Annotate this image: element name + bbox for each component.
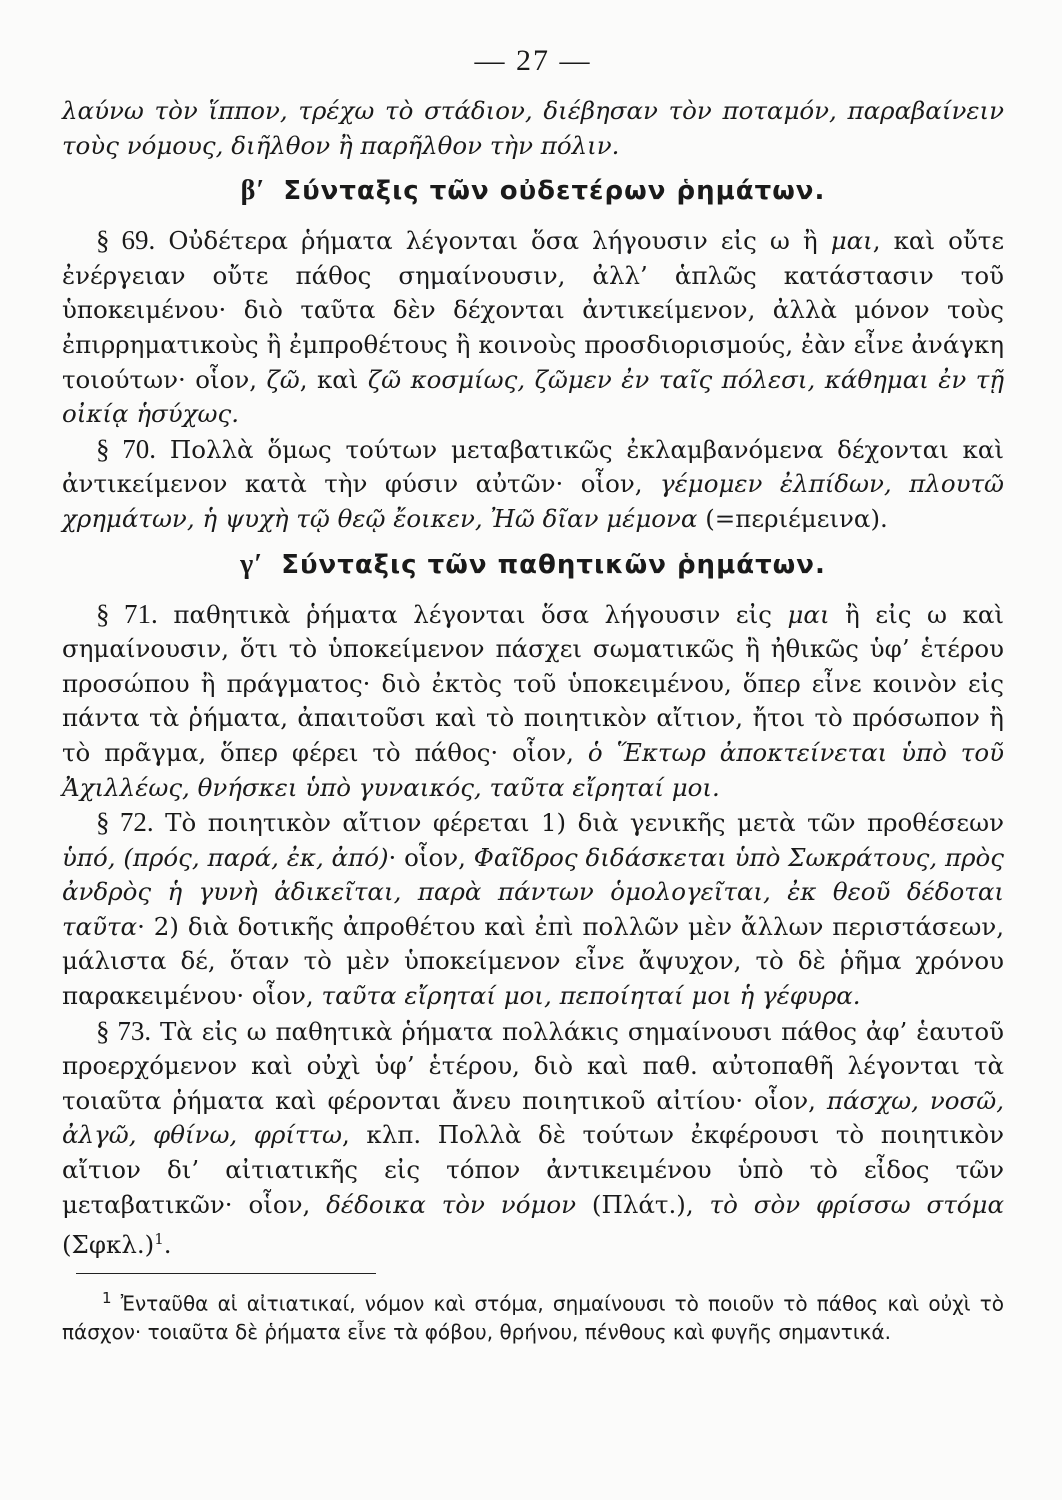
paragraph-number: § 72. — [96, 807, 154, 838]
footnote-divider — [76, 1273, 376, 1274]
paragraph-72: § 72. Τὸ ποιητικὸν αἴτιον φέρεται 1) διὰ γενικῆς μετὰ τῶν προθέσεων ὑπό, (πρός, παρά, ἐκ, ἀπό)· οἷον, Φαῖδρος διδάσκεται ὑπὸ Σωκράτους, πρὸς ἀνδρὸς ἡ γυνὴ ἀδικεῖται, παρὰ πάντων ὁμολογεῖται, ἐκ θεοῦ δέδοται ταῦτα· 2) διὰ δοτικῆς ἀπροθέτου καὶ ἐπὶ πολλῶν μὲν ἄλλων περιστάσεων, μάλιστα δέ, ὅταν τὸ μὲν ὑποκείμενον εἶνε ἄψυχον, τὸ δὲ ῥῆμα χρόνου παρακειμένου· οἷον, ταῦτα εἴρηταί μοι, πεποίηταί μοι ἡ γέφυρα. — [62, 807, 1005, 1011]
section-heading-passive-verbs — [62, 549, 1004, 581]
paragraph-73: § 73. Τὰ εἰς ω παθητικὰ ῥήματα πολλάκις σημαίνουσι πάθος ἀφ’ ἑαυτοῦ προερχόμενον καὶ οὐχὶ ὑφ’ ἑτέρου, διὸ καὶ παθ. αὐτοπαθῆ λέγονται τὰ τοιαῦτα ῥήματα καὶ φέρονται ἄνευ ποιητικοῦ αἰτίου· οἷον, πάσχω, νοσῶ, ἀλγῶ, φθίνω, φρίττω, κλπ. Πολλὰ δὲ τούτων ἐκφέρουσι τὸ ποιητικὸν αἴτιον δι’ αἰτιατικῆς εἰς τόπον ἀντικειμένου ὑπὸ τὸ εἶδος τῶν μεταβατικῶν· οἷον, δέδοικα τὸν νόμον (Πλάτ.), τὸ σὸν φρίσσω στόμα $(\Sigma\varphi\kappa\lambda.)^1$. — [62, 1015, 1005, 1260]
continuation-text: λαύνω τὸν ἵππον, τρέχω τὸ στάδιον, διέβησαν τὸν ποταμόν, παραβαίνειν τοὺς νόμους, διῆλθον ἢ παρῆλθον τὴν πόλιν. — [62, 96, 1004, 160]
paragraph-number: § 71. — [96, 598, 158, 629]
section-number: β′ — [240, 175, 266, 207]
paragraph-number: § 70. — [96, 433, 157, 464]
footnote-mark: 1 — [102, 1288, 112, 1307]
footnotes — [62, 1284, 1004, 1346]
section-title: Σύνταξις τῶν παθητικῶν ῥημάτων. — [281, 549, 826, 580]
section-title: Σύνταξις τῶν οὐδετέρων ῥημάτων. — [283, 176, 826, 207]
paragraph-70: § 70. Πολλὰ ὅμως τούτων μεταβατικῶς ἐκλαμβανόμενα δέχονται καὶ ἀντικείμενον κατὰ τὴν φύσιν αὐτῶν· οἷον, γέμομεν ἐλπίδων, πλουτῶ χρημάτων, ἡ ψυχὴ τῷ θεῷ ἔοικεν, Ἠῶ δῖαν μέμονα (=περιέμεινα). — [62, 433, 1004, 533]
paragraph-71: § 71. παθητικὰ ῥήματα λέγονται ὅσα λήγουσιν εἰς μαι ἢ εἰς ω καὶ σημαίνουσιν, ὅτι τὸ ὑποκείμενον πάσχει σωματικῶς ἢ ἠθικῶς ὑφ’ ἑτέρου προσώπου ἢ πράγματος· διὸ ἐκτὸς τοῦ ὑποκειμένου, ὅπερ εἶνε κοινὸν εἰς πάντα τὰ ῥήματα, ἀπαιτοῦσι καὶ τὸ ποιητικὸν αἴτιον, ἤτοι τὸ πρόσωπον ἢ τὸ πρᾶγμα, ὅπερ φέρει τὸ πάθος· οἷον, ὁ Ἕκτωρ ἀποκτείνεται ὑπὸ τοῦ Ἀχιλλέως, θνήσκει ὑπὸ γυναικός, ταῦτα εἴρηταί μοι. — [62, 598, 1005, 802]
section-number: γ′ — [240, 548, 264, 580]
footnote-reference: 1 — [154, 1230, 164, 1249]
paragraph-number: § 73. — [96, 1015, 152, 1046]
footnote-1: $^1$ Ἐνταῦθα αἱ αἰτιατικαί, νόμον καὶ στόμα, σημαίνουσι τὸ ποιοῦν τὸ πάθος καὶ οὐχὶ τὸ πάσχον· τοιαῦτα δὲ ῥήματα εἶνε τὰ φόβου, θρήνου, πένθους καὶ φυγῆς σημαντικά. — [62, 1288, 1004, 1344]
page-number: — 27 — — [474, 44, 592, 77]
paragraph-number: § 69. — [96, 225, 156, 256]
paragraph-69: § 69. Οὐδέτερα ῥήματα λέγονται ὅσα λήγουσιν εἰς ω ἢ μαι, καὶ οὔτε ἐνέργειαν οὔτε πάθος σημαίνουσιν, ἀλλ’ ἁπλῶς κατάστασιν τοῦ ὑποκειμένου· διὸ ταῦτα δὲν δέχονται ἀντικείμενον, ἀλλὰ μόνον τοὺς ἐπιρρηματικοὺς ἢ ἐμπροθέτους ἢ κοινοὺς προσδιορισμούς, ἐὰν εἶνε ἀνάγκη τοιούτων· οἷον, ζῶ, καὶ ζῶ κοσμίως, ζῶμεν ἐν ταῖς πόλεσι, κάθημαι ἐν τῇ οἰκίᾳ ἡσύχως. — [62, 225, 1005, 429]
section-heading-neuter-verbs — [62, 175, 1004, 207]
